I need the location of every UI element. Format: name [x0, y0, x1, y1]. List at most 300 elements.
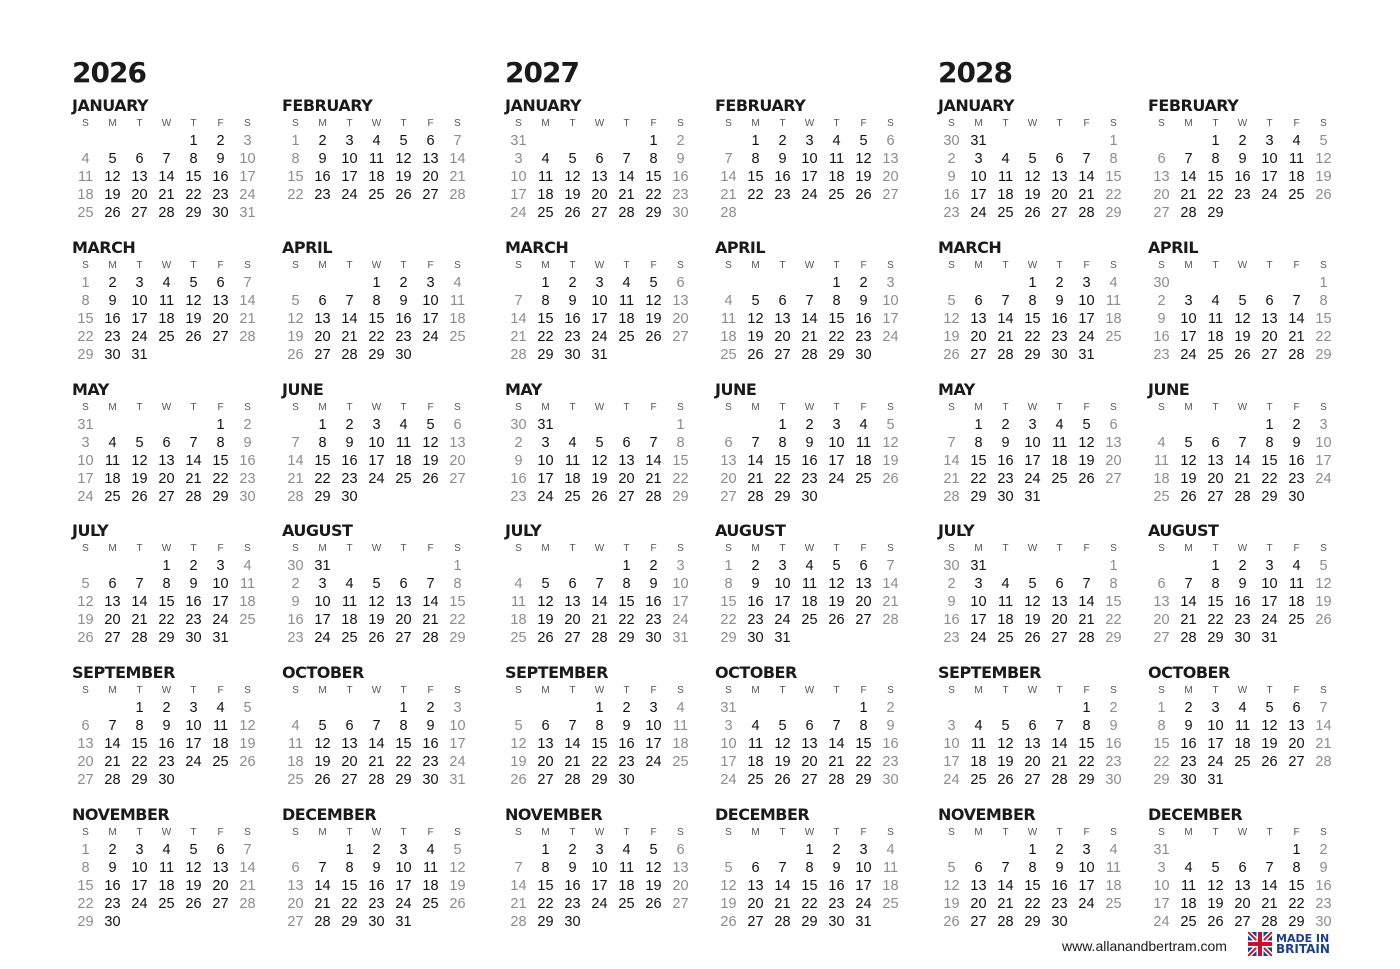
day-cell: 12 [185, 860, 202, 876]
weekday-header: F [1083, 402, 1090, 413]
day-cell: 29 [645, 205, 662, 221]
weekday-header: M [1184, 402, 1193, 413]
day-cell: 20 [77, 754, 94, 770]
weekday-header: T [1212, 260, 1219, 271]
day-cell: 15 [1153, 736, 1170, 752]
weekday-header: T [1056, 827, 1063, 838]
day-cell: 8 [649, 151, 658, 167]
day-cell: 26 [591, 489, 608, 505]
day-cell: 29 [1288, 914, 1305, 930]
day-cell: 8 [974, 435, 983, 451]
weekday-header: S [515, 402, 522, 413]
day-cell: 2 [859, 275, 868, 291]
day-cell: 7 [778, 860, 787, 876]
day-cell: 7 [426, 576, 435, 592]
day-cell: 27 [212, 896, 229, 912]
day-cell: 21 [185, 471, 202, 487]
day-cell: 6 [724, 435, 733, 451]
day-cell: 27 [395, 630, 412, 646]
weekday-header: W [804, 260, 815, 271]
day-cell: 18 [341, 612, 358, 628]
made-in-britain-badge [1248, 932, 1332, 956]
day-cell: 25 [1288, 187, 1305, 203]
day-cell: 18 [882, 878, 899, 894]
day-cell: 21 [341, 329, 358, 345]
day-cell: 8 [399, 718, 408, 734]
day-cell: 1 [291, 133, 300, 149]
day-cell: 3 [318, 576, 327, 592]
day-cell: 20 [341, 754, 358, 770]
day-cell: 18 [158, 311, 175, 327]
day-cell: 13 [212, 860, 229, 876]
day-cell: 7 [514, 293, 523, 309]
day-cell: 11 [997, 594, 1014, 610]
day-cell: 19 [855, 169, 872, 185]
day-cell: 28 [239, 896, 256, 912]
day-cell: 30 [943, 133, 960, 149]
weekday-header: F [650, 685, 657, 696]
weekday-header: F [427, 543, 434, 554]
day-cell: 19 [77, 612, 94, 628]
day-cell: 2 [345, 417, 354, 433]
day-cell: 30 [997, 489, 1014, 505]
day-cell: 16 [828, 878, 845, 894]
weekday-header: T [623, 260, 630, 271]
weekday-header: W [804, 543, 815, 554]
day-cell: 11 [1105, 293, 1122, 309]
day-cell: 2 [243, 417, 252, 433]
day-cell: 17 [882, 311, 899, 327]
day-cell: 2 [426, 700, 435, 716]
day-cell: 20 [158, 471, 175, 487]
day-cell: 18 [422, 878, 439, 894]
weekday-header: F [650, 543, 657, 554]
day-cell: 28 [720, 205, 737, 221]
day-cell: 10 [943, 736, 960, 752]
weekday-header: T [623, 827, 630, 838]
month-name: DECEMBER [715, 805, 810, 824]
day-cell: 21 [449, 169, 466, 185]
day-cell: 13 [1051, 169, 1068, 185]
day-cell: 24 [1315, 471, 1332, 487]
day-cell: 11 [1234, 718, 1251, 734]
day-cell: 15 [855, 736, 872, 752]
day-cell: 4 [1109, 842, 1118, 858]
day-cell: 12 [368, 594, 385, 610]
day-cell: 5 [947, 293, 956, 309]
day-cell: 13 [537, 736, 554, 752]
day-cell: 24 [1180, 347, 1197, 363]
day-cell: 15 [747, 169, 764, 185]
day-cell: 16 [855, 311, 872, 327]
weekday-header: S [887, 685, 894, 696]
badge-line-2: BRITAIN [1276, 942, 1330, 956]
day-cell: 31 [1078, 347, 1095, 363]
day-cell: 3 [345, 133, 354, 149]
year-title: 2028 [938, 56, 1012, 89]
day-cell: 4 [1184, 860, 1193, 876]
day-cell: 9 [947, 594, 956, 610]
day-cell: 2 [805, 417, 814, 433]
weekday-header: T [136, 543, 143, 554]
day-cell: 30 [1234, 630, 1251, 646]
weekday-header: M [318, 543, 327, 554]
day-cell: 23 [564, 329, 581, 345]
day-cell: 27 [104, 630, 121, 646]
day-cell: 20 [1051, 612, 1068, 628]
day-cell: 9 [1292, 435, 1301, 451]
day-cell: 7 [1082, 151, 1091, 167]
day-cell: 26 [997, 772, 1014, 788]
day-cell: 7 [595, 576, 604, 592]
day-cell: 5 [1082, 417, 1091, 433]
day-cell: 6 [318, 293, 327, 309]
day-cell: 2 [568, 842, 577, 858]
day-cell: 27 [855, 612, 872, 628]
day-cell: 16 [882, 736, 899, 752]
day-cell: 13 [855, 576, 872, 592]
day-cell: 30 [395, 347, 412, 363]
day-cell: 13 [104, 594, 121, 610]
day-cell: 25 [618, 329, 635, 345]
day-cell: 13 [449, 435, 466, 451]
weekday-header: M [974, 402, 983, 413]
day-cell: 2 [1238, 558, 1247, 574]
day-cell: 29 [618, 630, 635, 646]
day-cell: 13 [720, 453, 737, 469]
day-cell: 19 [131, 471, 148, 487]
day-cell: 9 [108, 293, 117, 309]
day-cell: 8 [162, 576, 171, 592]
day-cell: 22 [774, 471, 791, 487]
day-cell: 21 [1078, 187, 1095, 203]
day-cell: 19 [314, 754, 331, 770]
day-cell: 7 [568, 718, 577, 734]
day-cell: 28 [997, 914, 1014, 930]
day-cell: 5 [243, 700, 252, 716]
day-cell: 10 [239, 151, 256, 167]
day-cell: 8 [1265, 435, 1274, 451]
day-cell: 13 [341, 736, 358, 752]
month-name: MARCH [938, 238, 1002, 257]
weekday-header: M [1184, 118, 1193, 129]
day-cell: 8 [751, 151, 760, 167]
day-cell: 30 [185, 630, 202, 646]
weekday-header: T [136, 118, 143, 129]
day-cell: 3 [372, 417, 381, 433]
day-cell: 17 [591, 311, 608, 327]
day-cell: 19 [287, 329, 304, 345]
weekday-header: F [1083, 543, 1090, 554]
day-cell: 24 [672, 612, 689, 628]
weekday-header: T [623, 402, 630, 413]
day-cell: 19 [1315, 594, 1332, 610]
day-cell: 31 [1153, 842, 1170, 858]
weekday-header: W [1237, 543, 1248, 554]
weekday-header: T [833, 685, 840, 696]
day-cell: 15 [1105, 169, 1122, 185]
weekday-header: T [1002, 402, 1009, 413]
day-cell: 3 [1265, 558, 1274, 574]
day-cell: 17 [645, 736, 662, 752]
day-cell: 12 [537, 594, 554, 610]
day-cell: 14 [104, 736, 121, 752]
day-cell: 29 [774, 489, 791, 505]
day-cell: 24 [801, 187, 818, 203]
day-cell: 18 [672, 736, 689, 752]
day-cell: 14 [997, 311, 1014, 327]
day-cell: 13 [1024, 736, 1041, 752]
day-cell: 2 [108, 275, 117, 291]
weekday-header: M [751, 827, 760, 838]
month-name: APRIL [715, 238, 766, 257]
day-cell: 5 [291, 293, 300, 309]
day-cell: 23 [1180, 754, 1197, 770]
day-cell: 11 [1288, 576, 1305, 592]
weekday-header: S [677, 260, 684, 271]
day-cell: 22 [720, 612, 737, 628]
day-cell: 5 [724, 860, 733, 876]
day-cell: 27 [1234, 914, 1251, 930]
day-cell: 16 [158, 736, 175, 752]
day-cell: 29 [1153, 772, 1170, 788]
day-cell: 14 [564, 736, 581, 752]
day-cell: 5 [81, 576, 90, 592]
day-cell: 6 [622, 435, 631, 451]
day-cell: 4 [399, 417, 408, 433]
weekday-header: F [860, 402, 867, 413]
day-cell: 2 [649, 558, 658, 574]
day-cell: 5 [189, 842, 198, 858]
day-cell: 1 [859, 700, 868, 716]
day-cell: 26 [564, 205, 581, 221]
day-cell: 25 [1207, 347, 1224, 363]
day-cell: 10 [1261, 576, 1278, 592]
weekday-header: F [650, 260, 657, 271]
day-cell: 16 [997, 453, 1014, 469]
day-cell: 12 [645, 293, 662, 309]
weekday-header: S [454, 685, 461, 696]
day-cell: 27 [212, 329, 229, 345]
day-cell: 4 [1292, 133, 1301, 149]
month-name: OCTOBER [715, 663, 797, 682]
day-cell: 16 [422, 736, 439, 752]
day-cell: 6 [1055, 151, 1064, 167]
day-cell: 10 [855, 860, 872, 876]
day-cell: 3 [595, 275, 604, 291]
day-cell: 1 [216, 417, 225, 433]
weekday-header: S [82, 685, 89, 696]
day-cell: 17 [1261, 169, 1278, 185]
weekday-header: F [217, 543, 224, 554]
day-cell: 13 [1288, 718, 1305, 734]
day-cell: 27 [672, 896, 689, 912]
day-cell: 8 [291, 151, 300, 167]
day-cell: 7 [886, 558, 895, 574]
day-cell: 14 [1051, 736, 1068, 752]
day-cell: 12 [449, 860, 466, 876]
month-name: SEPTEMBER [938, 663, 1041, 682]
day-cell: 20 [970, 896, 987, 912]
day-cell: 20 [212, 878, 229, 894]
day-cell: 29 [537, 347, 554, 363]
day-cell: 9 [162, 718, 171, 734]
day-cell: 25 [449, 329, 466, 345]
day-cell: 21 [1234, 471, 1251, 487]
weekday-header: W [804, 685, 815, 696]
day-cell: 2 [1055, 275, 1064, 291]
day-cell: 29 [1024, 347, 1041, 363]
weekday-header: M [751, 260, 760, 271]
day-cell: 20 [1288, 736, 1305, 752]
day-cell: 20 [720, 471, 737, 487]
weekday-header: S [292, 827, 299, 838]
weekday-header: T [346, 118, 353, 129]
day-cell: 16 [801, 453, 818, 469]
weekday-header: S [515, 685, 522, 696]
day-cell: 2 [886, 700, 895, 716]
weekday-header: S [948, 685, 955, 696]
day-cell: 19 [1024, 187, 1041, 203]
day-cell: 10 [882, 293, 899, 309]
day-cell: 2 [1238, 133, 1247, 149]
day-cell: 13 [801, 736, 818, 752]
day-cell: 29 [672, 489, 689, 505]
day-cell: 16 [287, 612, 304, 628]
day-cell: 28 [774, 914, 791, 930]
day-cell: 15 [1078, 736, 1095, 752]
day-cell: 31 [855, 914, 872, 930]
day-cell: 26 [774, 772, 791, 788]
day-cell: 8 [1028, 293, 1037, 309]
day-cell: 13 [395, 594, 412, 610]
day-cell: 11 [77, 169, 94, 185]
weekday-header: W [371, 543, 382, 554]
day-cell: 16 [239, 453, 256, 469]
day-cell: 28 [185, 489, 202, 505]
day-cell: 5 [1265, 700, 1274, 716]
day-cell: 14 [943, 453, 960, 469]
day-cell: 21 [720, 187, 737, 203]
day-cell: 27 [422, 187, 439, 203]
day-cell: 21 [801, 329, 818, 345]
day-cell: 9 [1001, 435, 1010, 451]
day-cell: 23 [828, 896, 845, 912]
day-cell: 15 [368, 311, 385, 327]
day-cell: 2 [751, 558, 760, 574]
day-cell: 19 [943, 329, 960, 345]
day-cell: 10 [1153, 878, 1170, 894]
day-cell: 27 [882, 187, 899, 203]
day-cell: 3 [676, 558, 685, 574]
day-cell: 9 [1055, 860, 1064, 876]
day-cell: 4 [1211, 293, 1220, 309]
day-cell: 6 [541, 718, 550, 734]
day-cell: 2 [1157, 293, 1166, 309]
day-cell: 2 [832, 842, 841, 858]
day-cell: 15 [449, 594, 466, 610]
day-cell: 24 [537, 489, 554, 505]
month-name: MAY [72, 380, 109, 399]
day-cell: 14 [1180, 169, 1197, 185]
day-cell: 28 [1078, 205, 1095, 221]
day-cell: 23 [1105, 754, 1122, 770]
day-cell: 14 [1180, 594, 1197, 610]
day-cell: 11 [1153, 453, 1170, 469]
day-cell: 1 [318, 417, 327, 433]
day-cell: 15 [185, 169, 202, 185]
day-cell: 4 [372, 133, 381, 149]
month-name: FEBRUARY [1148, 96, 1239, 115]
day-cell: 30 [239, 489, 256, 505]
day-cell: 13 [422, 151, 439, 167]
day-cell: 2 [291, 576, 300, 592]
month-name: APRIL [1148, 238, 1199, 257]
day-cell: 16 [943, 612, 960, 628]
website-url[interactable]: www.allanandbertram.com [1062, 938, 1227, 954]
day-cell: 7 [1265, 860, 1274, 876]
day-cell: 2 [1001, 417, 1010, 433]
day-cell: 21 [591, 612, 608, 628]
day-cell: 25 [368, 187, 385, 203]
day-cell: 17 [395, 878, 412, 894]
weekday-header: F [1083, 118, 1090, 129]
day-cell: 21 [510, 896, 527, 912]
weekday-header: M [974, 118, 983, 129]
day-cell: 17 [422, 311, 439, 327]
day-cell: 12 [1180, 453, 1197, 469]
weekday-header: M [751, 685, 760, 696]
weekday-header: T [779, 543, 786, 554]
weekday-header: M [751, 118, 760, 129]
day-cell: 19 [720, 896, 737, 912]
day-cell: 11 [510, 594, 527, 610]
day-cell: 4 [162, 275, 171, 291]
day-cell: 27 [1261, 347, 1278, 363]
day-cell: 12 [131, 453, 148, 469]
day-cell: 4 [108, 435, 117, 451]
weekday-header: M [974, 543, 983, 554]
day-cell: 13 [1261, 311, 1278, 327]
weekday-header: T [569, 827, 576, 838]
day-cell: 4 [514, 576, 523, 592]
day-cell: 29 [1105, 630, 1122, 646]
day-cell: 12 [422, 435, 439, 451]
day-cell: 4 [243, 558, 252, 574]
day-cell: 8 [778, 435, 787, 451]
day-cell: 16 [212, 169, 229, 185]
day-cell: 9 [1238, 576, 1247, 592]
weekday-header: S [1158, 118, 1165, 129]
day-cell: 5 [1001, 718, 1010, 734]
day-cell: 5 [649, 842, 658, 858]
day-cell: 8 [216, 435, 225, 451]
day-cell: 19 [564, 187, 581, 203]
day-cell: 17 [449, 736, 466, 752]
day-cell: 27 [618, 489, 635, 505]
weekday-header: T [1266, 260, 1273, 271]
day-cell: 23 [1051, 329, 1068, 345]
day-cell: 15 [645, 169, 662, 185]
day-cell: 22 [185, 187, 202, 203]
day-cell: 6 [1028, 718, 1037, 734]
day-cell: 27 [449, 471, 466, 487]
day-cell: 9 [1109, 718, 1118, 734]
day-cell: 1 [724, 558, 733, 574]
day-cell: 26 [287, 347, 304, 363]
day-cell: 5 [399, 133, 408, 149]
day-cell: 27 [720, 489, 737, 505]
